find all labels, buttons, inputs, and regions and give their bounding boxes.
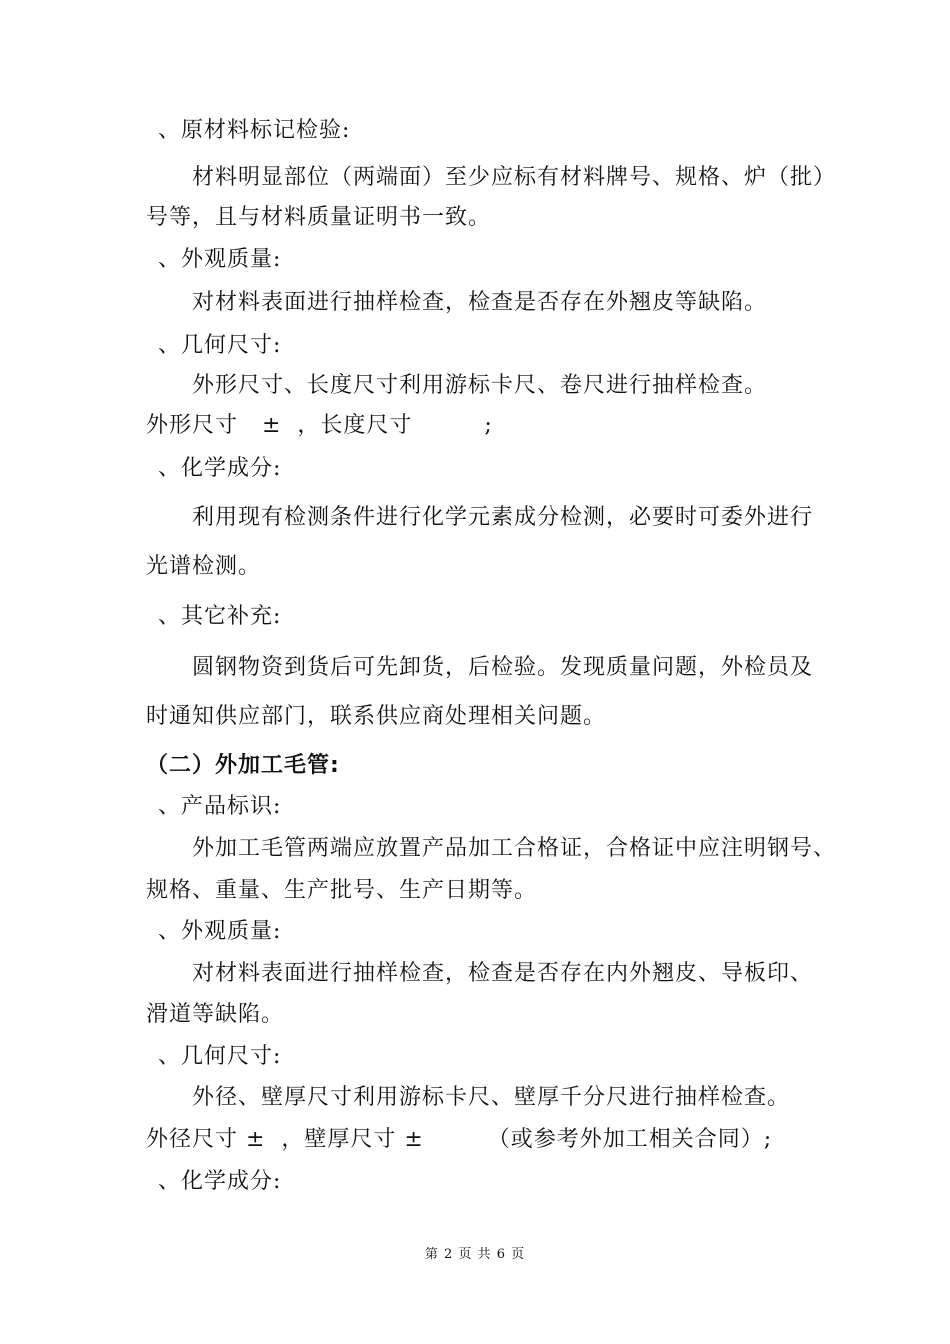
s1-para-marking-1: 材料明显部位（两端面）至少应标有材料牌号、规格、炉（批）	[192, 165, 837, 190]
s2-heading-geometry: 、几何尺寸:	[158, 1044, 282, 1069]
s1-para-chemistry-1: 利用现有检测条件进行化学元素成分检测，必要时可委外进行	[192, 505, 814, 530]
s1-para-supplement-1: 圆钢物资到货后可先卸货，后检验。发现质量问题，外检员及	[192, 655, 814, 680]
s1-heading-chemistry: 、化学成分:	[158, 456, 282, 481]
s1-heading-supplement: 、其它补充:	[158, 604, 282, 629]
s2-para-geometry-1: 外径、壁厚尺寸利用游标卡尺、壁厚千分尺进行抽样检查。	[192, 1085, 791, 1110]
section-2-title: （二）外加工毛管:	[146, 753, 340, 778]
s2-para-appearance-1: 对材料表面进行抽样检查，检查是否存在内外翘皮、导板印、	[192, 961, 814, 986]
s1-para-marking-2: 号等，且与材料质量证明书一致。	[146, 205, 492, 230]
s1-heading-marking: 、原材料标记检验:	[158, 118, 351, 143]
s1-para-supplement-2: 时通知供应部门，联系供应商处理相关问题。	[146, 704, 607, 729]
s2-para-geometry-tolerance: 外径尺寸 ± ，壁厚尺寸 ± （或参考外加工相关合同）;	[146, 1127, 773, 1152]
s2-para-identification-1: 外加工毛管两端应放置产品加工合格证，合格证中应注明钢号、	[192, 836, 837, 861]
s2-para-identification-2: 规格、重量、生产批号、生产日期等。	[146, 878, 538, 903]
s1-para-chemistry-2: 光谱检测。	[146, 554, 262, 579]
s2-heading-identification: 、产品标识:	[158, 794, 282, 819]
s1-para-geometry-tolerance: 外形尺寸 ± ，长度尺寸 ;	[146, 413, 493, 438]
s1-para-geometry: 外形尺寸、长度尺寸利用游标卡尺、卷尺进行抽样检查。	[192, 373, 768, 398]
s1-para-appearance: 对材料表面进行抽样检查，检查是否存在外翘皮等缺陷。	[192, 290, 768, 315]
s2-para-appearance-2: 滑道等缺陷。	[146, 1002, 285, 1027]
s2-heading-chemistry: 、化学成分:	[158, 1169, 282, 1194]
s2-heading-appearance: 、外观质量:	[158, 919, 282, 944]
page-number-footer: 第 2 页 共 6 页	[424, 1247, 526, 1262]
s1-heading-appearance: 、外观质量:	[158, 247, 282, 272]
s1-heading-geometry: 、几何尺寸:	[158, 333, 282, 358]
